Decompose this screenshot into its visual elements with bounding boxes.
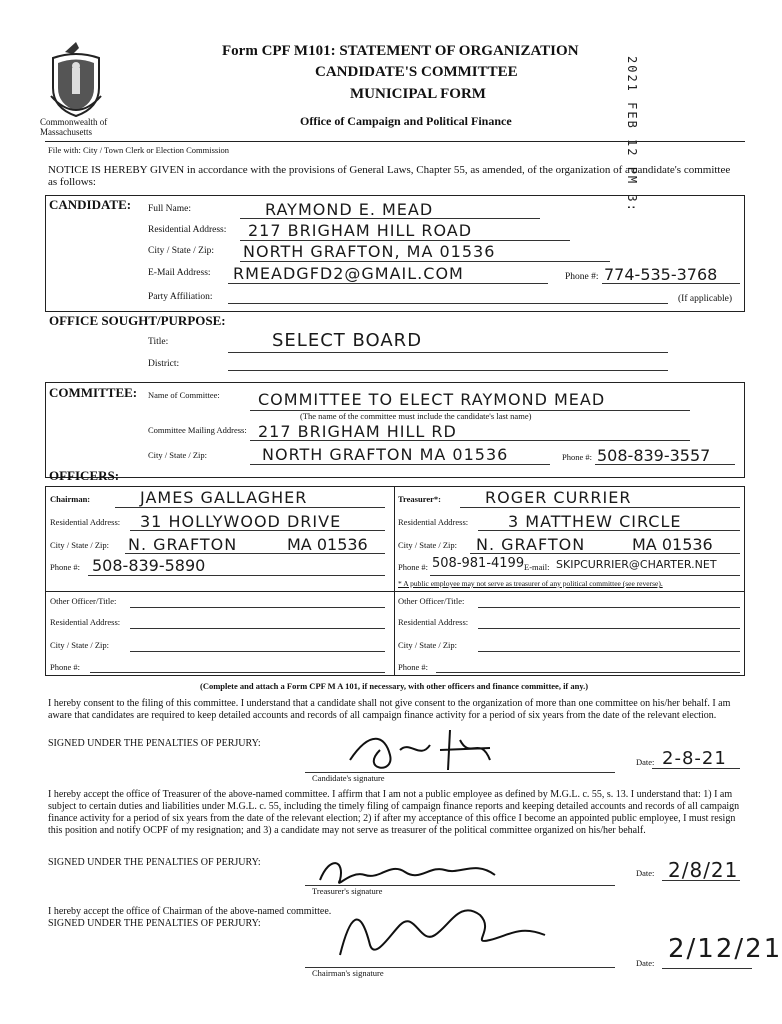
- phone-label: Phone #:: [565, 272, 599, 282]
- committee-city: NORTH GRAFTON MA 01536: [262, 445, 509, 464]
- office-title: SELECT BOARD: [272, 330, 423, 351]
- committee-city-label: City / State / Zip:: [148, 450, 208, 460]
- candidate-name: RAYMOND E. MEAD: [265, 200, 434, 219]
- full-name-label: Full Name:: [148, 204, 192, 214]
- tr-city-label: City / State / Zip:: [398, 540, 458, 550]
- treasurer-state: MA 01536: [632, 535, 713, 554]
- chairman-date: 2/12/21: [668, 934, 782, 964]
- treasurer-address: 3 MATTHEW CIRCLE: [508, 512, 682, 531]
- candidate-date: 2-8-21: [662, 748, 727, 769]
- ch-city-label: City / State / Zip:: [50, 540, 110, 550]
- office-sought-heading: OFFICE SOUGHT/PURPOSE:: [49, 313, 226, 328]
- tr-email-label: E-mail:: [524, 562, 550, 572]
- address-label: Residential Address:: [148, 225, 227, 235]
- treasurer-signature: [310, 850, 510, 890]
- chairman-phone: 508-839-5890: [92, 556, 206, 575]
- candidate-penalties: SIGNED UNDER THE PENALTIES OF PERJURY:: [48, 738, 261, 749]
- attach-note: (Complete and attach a Form CPF M A 101, if necessary, with other officers and finance committee, if any.): [200, 681, 589, 691]
- state-seal: [45, 38, 107, 118]
- treasurer-name: ROGER CURRIER: [485, 488, 632, 507]
- committee-name-label: Name of Committee:: [148, 390, 220, 400]
- committee-mailing: 217 BRIGHAM HILL RD: [258, 422, 457, 441]
- treasurer-label: Treasurer*:: [398, 494, 441, 504]
- office-name: Office of Campaign and Political Finance: [300, 114, 512, 128]
- chairman-city: N. GRAFTON: [128, 535, 238, 554]
- form-subtitle-2: MUNICIPAL FORM: [350, 86, 486, 102]
- form-title: Form CPF M101: STATEMENT OF ORGANIZATION: [222, 43, 579, 59]
- candidate-email: RMEADGFD2@GMAIL.COM: [233, 264, 464, 283]
- city-label: City / State / Zip:: [148, 246, 214, 256]
- officers-heading: OFFICERS:: [49, 468, 120, 483]
- other-city-label-left: City / State / Zip:: [50, 640, 110, 650]
- treasurer-consent: I hereby accept the office of Treasurer of the above-named committee. I affirm that I am not a public employee as defined by M.G.L. c. 55, s. 13. I understand that: 1) I am subject to certain duties and liabilities under M.G.L. c. 55, including the timely filing of campaign finance reports and keeping detailed accounts and records of all campaign finance activity for a period of six years from the date of the relevant election; 2) if after my acceptance of this office I become an appointed public employee, I must resign this position and notify OCPF of my resignation; and 3) a candidate may not serve as treasurer of the political committee organized on his/her behalf.: [48, 789, 740, 836]
- treasurer-sig-label: Treasurer's signature: [312, 886, 383, 896]
- chairman-name: JAMES GALLAGHER: [140, 488, 308, 507]
- other-phone-label-right: Phone #:: [398, 662, 428, 672]
- candidate-heading: CANDIDATE:: [49, 197, 132, 212]
- candidate-signature: [340, 720, 530, 780]
- treasurer-city: N. GRAFTON: [476, 535, 586, 554]
- chairman-sig-label: Chairman's signature: [312, 968, 384, 978]
- treasurer-phone: 508-981-4199: [432, 556, 525, 571]
- file-with: File with: City / Town Clerk or Election Commission: [48, 145, 230, 155]
- treasurer-penalties: SIGNED UNDER THE PENALTIES OF PERJURY:: [48, 857, 261, 868]
- chairman-date-label: Date:: [636, 958, 655, 968]
- candidate-consent: I hereby consent to the filing of this committee. I understand that a candidate shall not give consent to the organization of more than one committee on his/her behalf. I am aware that candidates are required to keep detailed accounts and records of all campaign finance activity for a period of six years from the date of the relevant election.: [48, 698, 731, 721]
- other-city-label-right: City / State / Zip:: [398, 640, 458, 650]
- party-note: (If applicable): [678, 294, 733, 304]
- treasurer-email: SKIPCURRIER@CHARTER.NET: [556, 558, 717, 571]
- chairman-penalties: SIGNED UNDER THE PENALTIES OF PERJURY:: [48, 918, 261, 929]
- ch-phone-label: Phone #:: [50, 562, 80, 572]
- candidate-address: 217 BRIGHAM HILL ROAD: [248, 221, 473, 240]
- candidate-city: NORTH GRAFTON, MA 01536: [243, 242, 496, 261]
- chairman-label: Chairman:: [50, 494, 91, 504]
- notice-text: NOTICE IS HEREBY GIVEN in accordance with the provisions of General Laws, Chapter 55, as amended, of the organization of a candidate's committee as follows:: [48, 164, 731, 188]
- other-address-label-left: Residential Address:: [50, 617, 121, 627]
- chairman-signature: [320, 895, 560, 965]
- chairman-address: 31 HOLLYWOOD DRIVE: [140, 512, 342, 531]
- other-title-label-right: Other Officer/Title:: [398, 596, 465, 606]
- candidate-phone: 774-535-3768: [604, 265, 718, 284]
- title-label: Title:: [148, 337, 169, 347]
- seal-caption: Commonwealth of Massachusetts: [40, 117, 108, 137]
- treasurer-note: * A public employee may not serve as treasurer of any political committee (see reverse).: [398, 579, 663, 588]
- form-subtitle-1: CANDIDATE'S COMMITTEE: [315, 64, 518, 80]
- committee-name-note: (The name of the committee must include the candidate's last name): [300, 411, 532, 421]
- treasurer-date: 2/8/21: [668, 858, 739, 882]
- treasurer-date-label: Date:: [636, 868, 655, 878]
- committee-phone: 508-839-3557: [597, 446, 711, 465]
- ch-address-label: Residential Address:: [50, 517, 121, 527]
- tr-address-label: Residential Address:: [398, 517, 469, 527]
- party-label: Party Affiliation:: [148, 292, 213, 302]
- candidate-sig-label: Candidate's signature: [312, 773, 385, 783]
- chairman-consent: I hereby accept the office of Chairman of the above-named committee.: [48, 906, 332, 917]
- committee-name: COMMITTEE TO ELECT RAYMOND MEAD: [258, 390, 606, 409]
- received-stamp: 2021 FEB 12 PM 3:: [625, 56, 639, 213]
- other-title-label-left: Other Officer/Title:: [50, 596, 117, 606]
- committee-heading: COMMITTEE:: [49, 385, 138, 400]
- mailing-label: Committee Mailing Address:: [148, 425, 247, 435]
- header-rule: [45, 141, 745, 142]
- email-label: E-Mail Address:: [148, 268, 211, 278]
- candidate-date-label: Date:: [636, 757, 655, 767]
- chairman-state: MA 01536: [287, 535, 368, 554]
- other-phone-label-left: Phone #:: [50, 662, 80, 672]
- tr-phone-label: Phone #:: [398, 562, 428, 572]
- district-label: District:: [148, 359, 180, 369]
- committee-phone-label: Phone #:: [562, 452, 592, 462]
- other-address-label-right: Residential Address:: [398, 617, 469, 627]
